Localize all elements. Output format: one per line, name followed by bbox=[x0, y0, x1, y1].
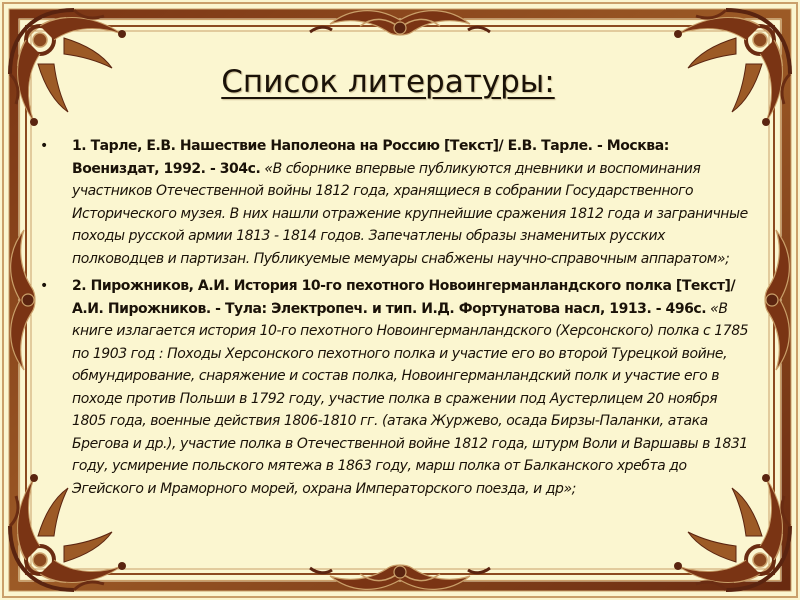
reference-item bbox=[38, 275, 750, 500]
reference-citation: 2. Пирожников, А.И. История 10-го пехотного Новоингерманландского полка [Текст]/А.И. Пирожников. - Тула: Электропеч. и тип. И.Д. Фортунатова насл, 1913. - 496с. bbox=[72, 278, 736, 317]
bullet-icon: • bbox=[40, 278, 49, 294]
reference-text bbox=[72, 275, 750, 500]
bullet-icon: • bbox=[40, 138, 49, 154]
reference-annotation: «В книге излагается история 10-го пехотного Новоингерманландского (Херсонского) полка с 1785 по 1903 год : Походы Херсонского пехотного полка и участие его во второй Турецкой войне, обмундирование, снаряжение и состав полка, Новоингерманландский полк и участие его в походе против Польши в 1792 году, участие полка в сражении под Аустерлицем 20 ноября 1805 года, военные действия 1806-1810 гг. (атака Журжево, осада Бирзы-Паланки, атака Брегова и др.), участие полка в Отечественной войне 1812 года, штурм Воли и Варшавы в 1831 году, усмирение польского мятежа в 1863 году, марш полка от Балканского хребта до Эгейского и Мраморного морей, охрана Императорского поезда, и др»; bbox=[72, 300, 749, 497]
reference-annotation: «В сборнике впервые публикуются дневники и воспоминания участников Отечественной войны 1812 года, хранящиеся в собрании Государственного Исторического музея. В них нашли отражение крупнейшие сражения 1812 года и заграничные походы русской армии 1813 - 1814 годов. Запечатлены образы знаменитых русских полководцев и партизан. Публикуемые мемуары снабжены научно-справочным аппаратом»; bbox=[72, 160, 748, 267]
reference-item bbox=[38, 135, 750, 270]
reference-list bbox=[38, 135, 750, 505]
reference-text bbox=[72, 135, 750, 270]
slide-title: Список литературы: bbox=[221, 64, 555, 100]
reference-citation: 1. Тарле, Е.В. Нашествие Наполеона на Россию [Текст]/ Е.В. Тарле. - Москва: Воениздат, 1992. - 304с. bbox=[72, 138, 669, 177]
